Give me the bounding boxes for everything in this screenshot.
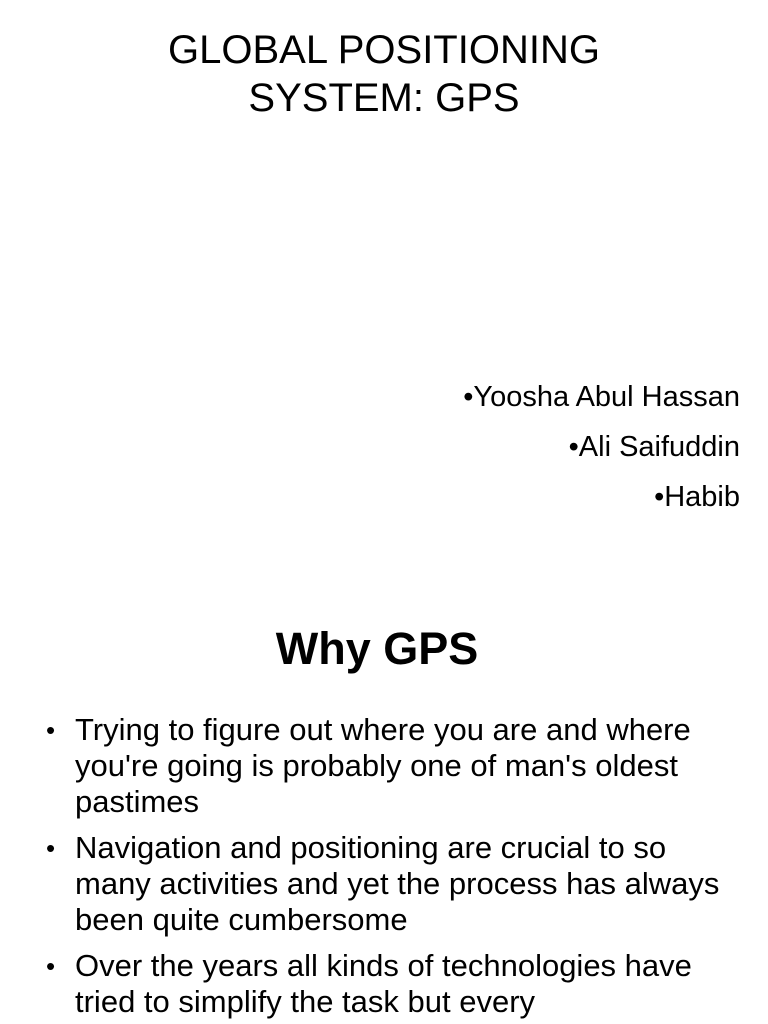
slide-title-line-2: SYSTEM: GPS [248,76,520,120]
slide-heading: Why GPS [275,623,479,674]
author-item: •Yoosha Abul Hassan [463,381,740,413]
bullet-list [46,712,736,1024]
bullet-glyph: • [46,715,56,745]
bullet-glyph: • [46,951,56,981]
author-item: •Ali Saifuddin [568,431,740,463]
author-item: •Habib [654,481,740,513]
bullet-item [46,948,736,1020]
bullet-text: Over the years all kinds of technologies have tried to simplify the task but every [75,948,692,1019]
bullet-text: Navigation and positioning are crucial to so many activities and yet the process has always been quite cumbersome [75,830,720,937]
bullet-glyph: • [46,833,56,863]
bullet-item [46,712,736,820]
slide-title [0,26,768,122]
bullet-item [46,830,736,938]
bullet-text: Trying to figure out where you are and where you're going is probably one of man's oldest pastimes [75,712,691,819]
author-list [463,372,740,522]
content-slide [0,600,768,1024]
slide-title-line-1: GLOBAL POSITIONING [168,28,600,72]
